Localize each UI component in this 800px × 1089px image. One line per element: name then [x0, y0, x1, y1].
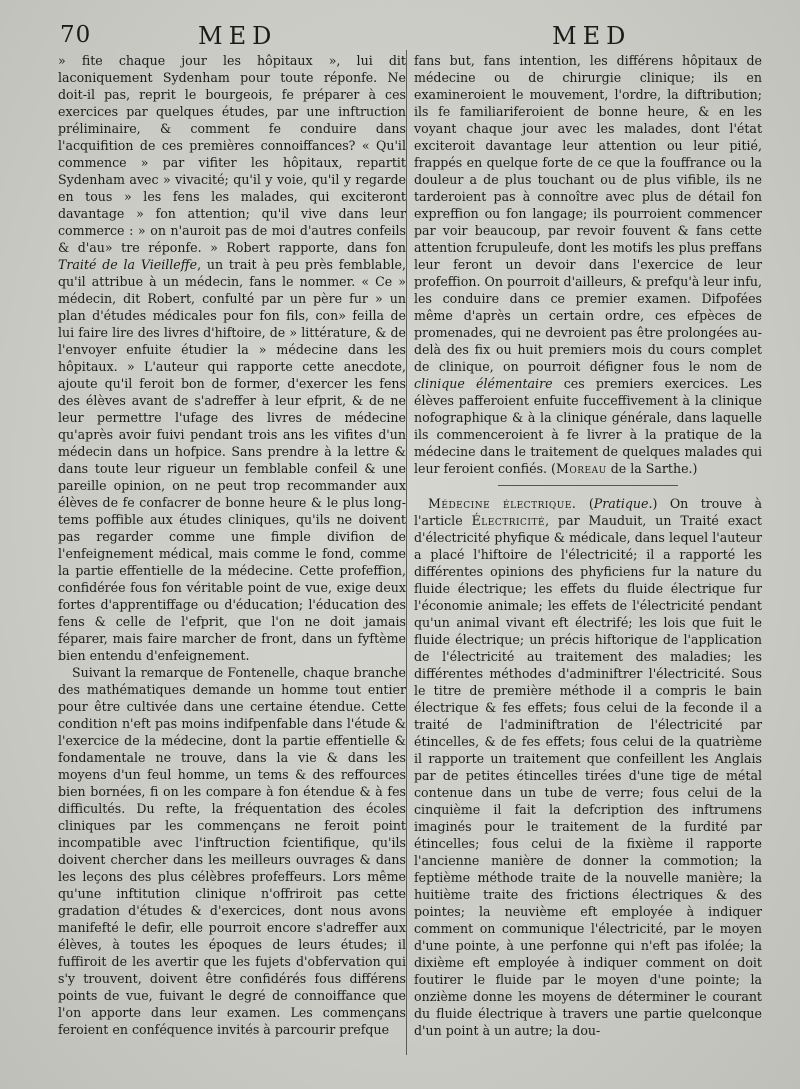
entry-separator [498, 485, 678, 486]
entry-text: , par Mauduit, un Traité exact d'électricité phyfique & médicale, dans lequel l'auteur a placé l'hiftoire de l'électricité; il a rapporté les différentes opinions des phyficiens fur la nature du fluide électrique; les effets du fluide électrique fur l'économie animale; les effets de l'électricité pendant qu'un animal vivant eft électrifé; les lois que fuit le fluide électrique; un précis hiftorique de l'application de l'électricité au traitement des maladies; les différentes méthodes d'adminiftrer l'électricité. Sous le titre de première méthode il a compris le bain électrique & fes effets; fous celui de la feconde il a traité de l'adminiftration de l'électricité par étincelles, & de fes effets; fous celui de la quatrième il rapporte un traitement que confeillent les Anglais par de petites étincelles tirées d'une tige de métal contenue dans un tube de verre; fous celui de la cinquième il fait la defcription des inftrumens imaginés pour le traitement de la furdité par étincelles; fous celui de la fixième il rapporte l'ancienne manière de donner la commotion; la feptième méthode traite de la nouvelle manière; la huitième traite des frictions électriques & des pointes; la neuvième eft employée à indiquer comment on communique l'électricité, par le moyen d'une pointe, à une perfonne qui n'eft pas ifolée; la dixième eft employée à indiquer comment on doit foutirer le fluide par le moyen d'une pointe; la onzième donne les moyens de déterminer le courant du fluide électrique à travers une partie quelconque d'un point à un autre; la dou- [414, 513, 762, 1038]
paragraph-text: fans but, fans intention, les différens hôpitaux de médecine ou de chirurgie clinique; ils en examineroient le mouvement, l'ordre, la diftribution; ils fe familiariferoient de bonne heure, & en les voyant chaque jour avec les malades, dont l'état exciteroit davantage leur attention ou leur pitié, frappés en quelque forte de ce que la fouffrance ou la douleur a de plus touchant ou de plus vifible, ils ne tarderoient pas à connoître avec plus de détail fon expreffion ou fon langage; ils pourroient commencer par voir beaucoup, par revoir fouvent & fans cette attention fcrupuleufe, dont les motifs les plus preffans leur feront un devoir dans l'exercice de leur profeffion. On pourroit d'ailleurs, & prefqu'à leur infu, les conduire dans ce premier examen. Difpofées même d'après un certain ordre, ces efpèces de promenades, qui ne devroient pas être prolongées au-delà des fix ou huit premiers mois du cours complet de clinique, on pourroit défigner fous le nom de [414, 53, 762, 374]
entry-category: Pratique. [593, 496, 653, 511]
running-head-right: MED [552, 22, 632, 50]
paragraph-text: de la Sarthe.) [606, 461, 698, 476]
paragraph-fontenelle: Suivant la remarque de Fontenelle, chaque branche des mathématiques demande un homme tout entier pour être cultivée dans une certaine étendue. Cette condition n'eft pas moins indifpenfable dans l'étude & l'exercice de la médecine, dont la partie effentielle & fondamentale ne trouve, dans la vie & dans les moyens d'un feul homme, un tems & des reffources bien bornées, fi on les compare à fon étendue & à fes difficultés. Du refte, la fréquentation des écoles cliniques par les commençans ne feroit point incompatible avec l'inftruction fcientifique, qu'ils doivent chercher dans les meilleurs ouvrages & dans les leçons des plus célèbres profeffeurs. Lors même qu'une inftitution clinique n'offriroit pas cette gradation d'études & d'exercices, dont nous avons manifefté le defir, elle pourroit encore s'adreffer aux élèves, à toutes les époques de leurs études; il fuffiroit de les avertir que les fujets d'obfervation qui s'y trouvent, doivent être confidérés fous différens points de vue, fuivant le degré de connoiffance que l'on apporte dans leur examen. Les commençans feroient en conféquence invités à parcourir prefque [58, 665, 406, 1037]
author-signature: Moreau [555, 461, 607, 476]
entry-heading: Médecine électrique. [428, 496, 577, 511]
paragraph-continuation [414, 52, 762, 477]
paragraph-text: » fite chaque jour les hôpitaux », lui dit laconiquement Sydenham pour toute réponfe. Ne doit-il pas, reprit le bourgeois, fe préparer à ces exercices par quelques études, par une inftruction préliminaire, & comment fe conduire dans l'acquifition de ces premières connoiffances? « Qu'il commence » par vifiter les hôpitaux, repartit Sydenham avec » vivacité; qu'il y voie, qu'il y regarde en tous » les fens les malades, qui exciteront davantage » fon attention; qu'il vive dans leur commerce : » on n'auroit pas de moi d'autres confeils & d'au» tre réponfe. » Robert rapporte, dans fon [58, 53, 406, 255]
running-head-left: MED [198, 22, 278, 50]
defined-term: clinique élémentaire [414, 376, 553, 391]
book-title: Traité de la Vieilleffe [58, 257, 198, 272]
page-number: 70 [60, 22, 92, 48]
paragraph-sydenham [58, 52, 406, 664]
column-divider [406, 50, 407, 1055]
entry-text: On trouve à l'article [414, 496, 762, 528]
paragraph-text: , un trait à peu près femblable, qu'il attribue à un médecin, fans le nommer. « Ce » médecin, dit Robert, confulté par un père fur » un plan d'études médicales pour fon fils, con» feilla de lui faire lire des livres d'hiftoire, de » littérature, & de l'envoyer enfuite étudier la » médecine dans les hôpitaux. » L'auteur qui rapporte cette anecdote, ajoute qu'il feroit bon de former, d'exercer les fens des élèves avant de s'adreffer à leur efprit, & de ne leur permettre l'ufage des livres de médecine qu'après avoir fuivi pendant trois ans les vifites d'un médecin dans un hofpice. Sans prendre à la lettre & dans toute leur rigueur un femblable confeil & une pareille opinion, on ne peut trop recommander aux élèves de fe confacrer de bonne heure & le plus long-tems poffible aux études cliniques, qu'ils ne doivent pas regarder comme une fimple divifion de l'enfeignement médical, mais comme le fond, comme la partie effentielle de la médecine. Cette profeffion, confidérée fous fon véritable point de vue, exige deux fortes d'apprentiffage ou d'éducation; l'éducation des fens & celle de l'efprit, que l'on ne doit jamais féparer, mais faire marcher de front, dans un fyftème bien entendu d'enfeignement. [58, 257, 406, 663]
page-header [0, 18, 800, 54]
right-column [414, 52, 762, 1039]
left-column [58, 52, 406, 1038]
cross-reference: Électricité [471, 513, 546, 528]
entry-medecine-electrique: Médecine électrique. (Pratique.) On trouve à l'article Électricité, par Mauduit, un Traité exact d'électricité phyfique & médicale, dans lequel l'auteur a placé l'hiftoire de l'électricité; il a rapporté les différentes opinions des phyficiens fur la nature du fluide électrique; les effets du fluide électrique fur l'économie animale; les effets de l'électricité pendant qu'un animal vivant eft électrifé; les lois que fuit le fluide électrique; un précis hiftorique de l'application de l'électricité au traitement des maladies; les différentes méthodes d'adminiftrer l'électricité. Sous le titre de première méthode il a compris le bain électrique & fes effets; fous celui de la feconde il a traité de l'adminiftration de l'électricité par étincelles, & de fes effets; fous celui de la quatrième il rapporte un traitement que confeillent les Anglais par de petites étincelles tirées d'une tige de métal contenue dans un tube de verre; fous celui de la cinquième il fait la defcription des inftrumens imaginés pour le traitement de la furdité par étincelles; fous celui de la fixième il rapporte l'ancienne manière de donner la commotion; la feptième méthode traite de la nouvelle manière; la huitième traite des frictions électriques & des pointes; la neuvième eft employée à indiquer comment on communique l'électricité, par le moyen d'une pointe, à une perfonne qui n'eft pas ifolée; la dixième eft employée à indiquer comment on doit foutirer le fluide par le moyen d'une pointe; la onzième donne les moyens de déterminer le courant du fluide électrique à travers une partie quelconque d'un point à un autre; la dou- [414, 496, 762, 1038]
paragraph-text: ces premiers exercices. Les élèves pafferoient enfuite fucceffivement à la clinique nofographique & à la clinique générale, dans laquelle ils commenceroient à fe livrer à la pratique de la médecine dans le traitement de quelques malades qui leur feroient confiés. ( [414, 376, 762, 476]
